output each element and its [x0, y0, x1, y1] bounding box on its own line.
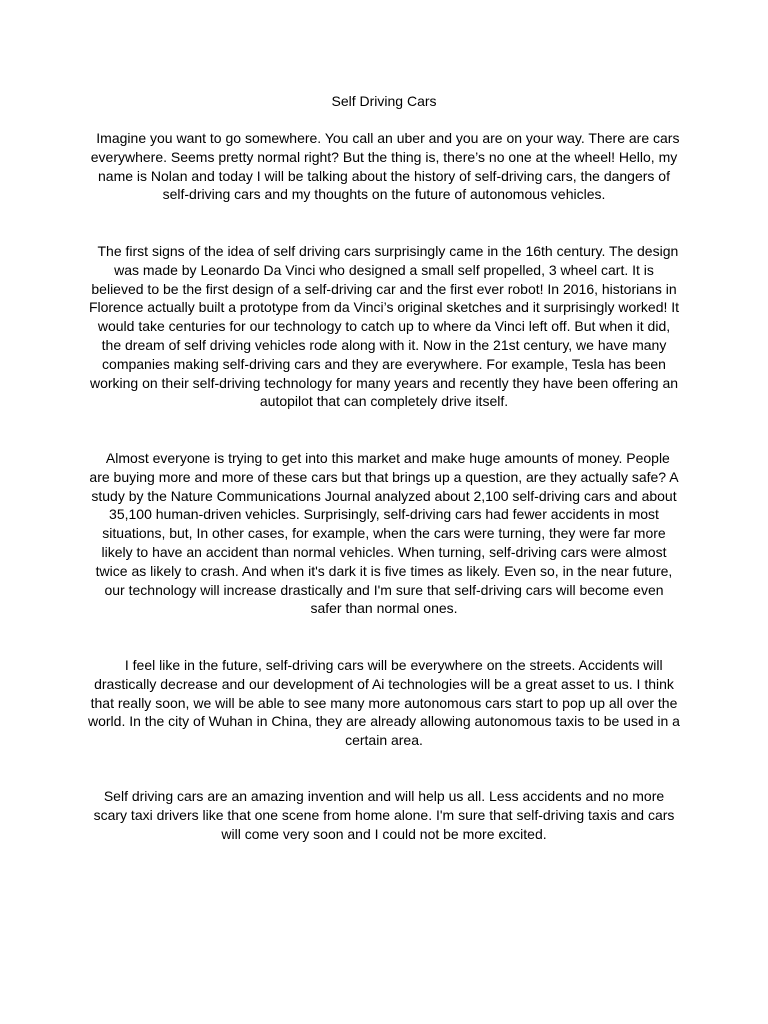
paragraph-introduction: Imagine you want to go somewhere. You call an uber and you are on your way. There are cars everywhere. Seems pretty normal right? But the thing is, there’s no one at the wheel! Hello, my name is Nolan and today I will be talking about the history of self-driving cars, the dangers of self-driving cars and my thoughts on the future of autonomous vehicles. — [88, 130, 684, 203]
paragraph-future: I feel like in the future, self-driving cars will be everywhere on the streets. Accidents will drastically decrease and our development of Ai technologies will be a great asset to us. I think that really soon, we will be able to see many more autonomous cars start to pop up all over the world. In the city of Wuhan in China, they are already allowing autonomous taxis to be used in a certain area. — [88, 657, 684, 749]
document-title: Self Driving Cars — [331, 93, 437, 109]
paragraph-safety: Almost everyone is trying to get into this market and make huge amounts of money. People are buying more and more of these cars but that brings up a question, are they actually safe? A study by the Nature Communications Journal analyzed about 2,100 self-driving cars and about 35,100 human-driven vehicles. Surprisingly, self-driving cars had fewer accidents in most situations, but, In other cases, for example, when the cars were turning, they were far more likely to have an accident than normal vehicles. When turning, self-driving cars were almost twice as likely to crash. And when it's dark it is five times as likely. Even so, in the near future, our technology will increase drastically and I'm sure that self-driving cars will become even safer than normal ones. — [89, 450, 683, 617]
paragraph-history: The first signs of the idea of self driving cars surprisingly came in the 16th century. The design was made by Leonardo Da Vinci who designed a small self propelled, 3 wheel cart. It is believed to be the first design of a self-driving car and the first ever robot! In 2016, historians in Florence actually built a prototype from da Vinci’s original sketches and it surprisingly worked! It would take centuries for our technology to catch up to where da Vinci left off. But when it did, the dream of self driving vehicles rode along with it. Now in the 21st century, we have many companies making self-driving cars and they are everywhere. For example, Tesla has been working on their self-driving technology for many years and recently they have been offering an autopilot that can completely drive itself. — [88, 243, 683, 410]
paragraph-conclusion: Self driving cars are an amazing invention and will help us all. Less accidents and no more scary taxi drivers like that one scene from home alone. I'm sure that self-driving taxis and cars will come very soon and I could not be more excited. — [93, 788, 679, 842]
